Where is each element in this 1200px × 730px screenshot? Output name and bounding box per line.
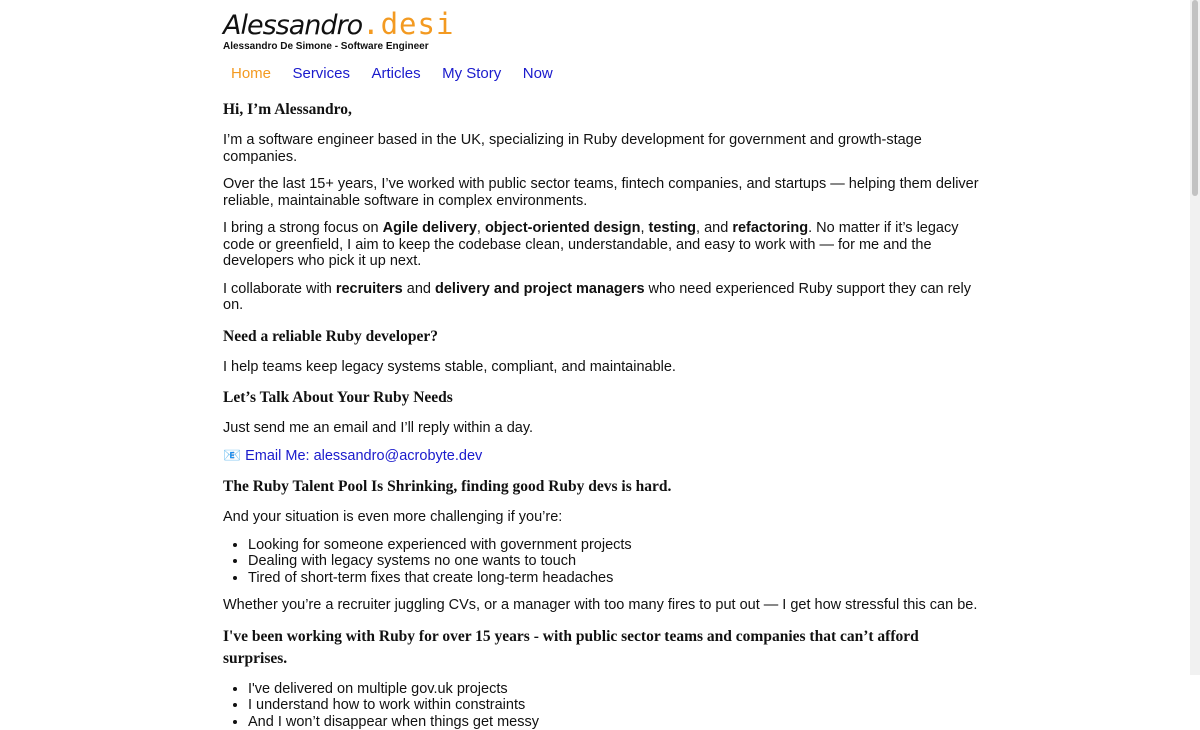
email-paragraph xyxy=(223,448,983,465)
focus-ood: object-oriented design xyxy=(485,220,641,236)
page-content xyxy=(223,0,983,730)
talk-paragraph: Just send me an email and I’ll reply within a day. xyxy=(223,420,983,437)
pool-paragraph: And your situation is even more challenging if you’re: xyxy=(223,509,983,526)
pool-list xyxy=(223,537,983,587)
focus-agile: Agile delivery xyxy=(383,220,477,236)
collab-paragraph xyxy=(223,281,983,314)
main-nav xyxy=(231,65,983,87)
nav-now[interactable]: Now xyxy=(523,65,553,82)
collab-text-2: and xyxy=(403,281,435,297)
site-logo[interactable] xyxy=(223,8,983,40)
focus-paragraph xyxy=(223,220,983,270)
nav-articles[interactable]: Articles xyxy=(371,65,420,82)
experience-paragraph: Over the last 15+ years, I’ve worked with public sector teams, fintech companies, and startups — helping them deliver reliable, maintainable software in complex environments. xyxy=(223,176,983,209)
page-scrollbar[interactable] xyxy=(1190,0,1200,675)
collab-text-1: I collaborate with xyxy=(223,281,336,297)
intro-paragraph: I’m a software engineer based in the UK, specializing in Ruby development for government and growth-stage companies. xyxy=(223,132,983,165)
reliable-heading: Need a reliable Ruby developer? xyxy=(223,326,983,348)
working-heading: I've been working with Ruby for over 15 years - with public sector teams and companies that can’t afford surprises. xyxy=(223,626,983,670)
list-item: • I understand how to work within constraints xyxy=(248,697,983,714)
whether-paragraph: Whether you’re a recruiter juggling CVs, or a manager with too many fires to put out — I get how stressful this can be. xyxy=(223,597,983,614)
focus-sep-1: , xyxy=(477,220,485,236)
greeting-heading: Hi, I’m Alessandro, xyxy=(223,99,983,121)
email-link[interactable]: Email Me: alessandro@acrobyte.dev xyxy=(245,448,482,464)
pool-heading: The Ruby Talent Pool Is Shrinking, finding good Ruby devs is hard. xyxy=(223,476,983,498)
logo-tld: .desi xyxy=(362,7,454,41)
collab-recruiters: recruiters xyxy=(336,281,403,297)
focus-text-2: . No matter if it’s legacy code or greenfield, I aim to keep the codebase clean, understandable, and easy to work with — for me and the developers who pick it up next. xyxy=(223,220,959,269)
email-icon: 📧 xyxy=(223,448,241,464)
nav-services[interactable]: Services xyxy=(292,65,350,82)
nav-my-story[interactable]: My Story xyxy=(442,65,501,82)
site-tagline: Alessandro De Simone - Software Engineer xyxy=(223,41,983,52)
nav-home[interactable]: Home xyxy=(231,65,271,82)
focus-sep-2: , xyxy=(640,220,648,236)
focus-refactoring: refactoring xyxy=(732,220,808,236)
focus-testing: testing xyxy=(649,220,697,236)
logo-name: Alessandro xyxy=(223,10,362,41)
list-item: • I've delivered on multiple gov.uk projects xyxy=(248,681,983,698)
working-list xyxy=(223,681,983,730)
collab-managers: delivery and project managers xyxy=(435,281,645,297)
list-item: • And I won’t disappear when things get messy xyxy=(248,714,983,730)
scrollbar-thumb[interactable] xyxy=(1192,0,1198,196)
talk-heading: Let’s Talk About Your Ruby Needs xyxy=(223,387,983,409)
reliable-paragraph: I help teams keep legacy systems stable, compliant, and maintainable. xyxy=(223,359,983,376)
collab-text-3: who need experienced Ruby support they can rely on. xyxy=(223,281,971,314)
focus-sep-3: , and xyxy=(696,220,732,236)
list-item: • Looking for someone experienced with government projects xyxy=(248,537,983,554)
list-item: • Tired of short-term fixes that create long-term headaches xyxy=(248,570,983,587)
focus-text-1: I bring a strong focus on xyxy=(223,220,383,236)
list-item: • Dealing with legacy systems no one wants to touch xyxy=(248,553,983,570)
